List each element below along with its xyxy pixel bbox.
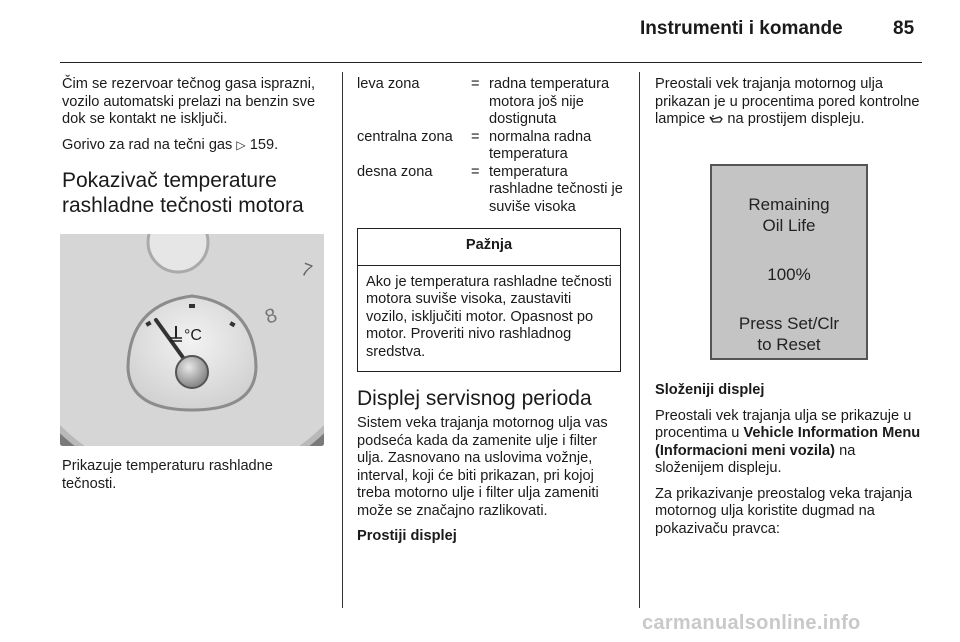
svg-text:7: 7 bbox=[298, 258, 315, 282]
oil-life-display bbox=[710, 164, 868, 360]
section-heading: Pokazivač temperature rashladne tečnosti motora bbox=[62, 169, 304, 217]
warning-text: Ako je temperatura rashladne tečnosti motora suviše visoka, zaustaviti vozilo, isključiti motor. Opasnost po motor. Proveriti nivo rashladnog sredstva. bbox=[366, 273, 612, 360]
header-divider bbox=[60, 62, 922, 63]
temperature-gauge-photo bbox=[60, 234, 324, 446]
zone-table bbox=[357, 76, 623, 216]
column-right bbox=[655, 76, 923, 137]
paragraph: Preostali vek trajanja ulja se prikazuje u procentima u Vehicle Information Menu (Informacioni meni vozila) na složenijem displeju. bbox=[655, 407, 921, 476]
zone-row bbox=[357, 76, 623, 129]
paragraph: Čim se rezervoar tečnog gasa isprazni, vozilo automatski prelazi na benzin sve dok se kontakt ne isključi. bbox=[62, 76, 316, 127]
oil-lamp-icon bbox=[709, 114, 723, 124]
subheading: Složeniji displej bbox=[655, 382, 765, 398]
photo-caption: Prikazuje temperaturu rashladne tečnosti. bbox=[62, 458, 273, 492]
page-title: Instrumenti i komande bbox=[640, 18, 843, 39]
subheading: Prostiji displej bbox=[357, 528, 457, 544]
column-divider bbox=[639, 72, 640, 608]
watermark: carmanualsonline.info bbox=[642, 612, 861, 634]
display-line: Remaining bbox=[748, 195, 830, 214]
zone-row bbox=[357, 164, 623, 217]
warning-title: Pažnja bbox=[358, 229, 620, 266]
zone-name: leva zona bbox=[357, 76, 420, 92]
zone-row bbox=[357, 129, 623, 164]
paragraph: Gorivo za rad na tečni gas ▷ 159. bbox=[62, 136, 279, 153]
zone-equals: = bbox=[471, 128, 480, 145]
zone-name: centralna zona bbox=[357, 128, 453, 145]
display-percent: 100% bbox=[767, 265, 811, 284]
column-left bbox=[62, 76, 330, 230]
column-middle bbox=[357, 76, 623, 554]
paragraph: Preostali vek trajanja motornog ulja prikazan je u procentima pored kontrolne lampice na prostijem displeju. bbox=[655, 76, 920, 127]
page-reference-icon: ▷ bbox=[236, 137, 246, 152]
column-divider bbox=[342, 72, 343, 608]
section-heading: Displej servisnog perioda bbox=[357, 387, 592, 410]
zone-description: normalna radna temperatura bbox=[489, 128, 592, 162]
page-reference-link[interactable]: 159. bbox=[249, 136, 279, 153]
zone-name: desna zona bbox=[357, 163, 433, 180]
column-right-lower bbox=[655, 382, 923, 546]
warning-note bbox=[357, 228, 621, 372]
display-line: Oil Life bbox=[762, 216, 816, 235]
paragraph: Sistem veka trajanja motornog ulja vas podseća kada da zamenite ulje i filter ulja. Zasnovano na uslovima vožnje, interval, koji će biti prikazan, pri kojoj treba motorno ulje i filter ulja zameniti može se značajno razlikovati. bbox=[357, 415, 608, 519]
zone-description: radna temperatura motora još nije dostignuta bbox=[489, 76, 610, 127]
display-line: Press Set/Clr bbox=[738, 314, 840, 333]
paragraph: Za prikazivanje preostalog veka trajanja motornog ulja koristite dugmad na pokazivaču pravca: bbox=[655, 485, 913, 537]
svg-text:8: 8 bbox=[262, 304, 281, 329]
display-line: to Reset bbox=[757, 335, 821, 354]
zone-equals: = bbox=[471, 163, 480, 180]
zone-description: temperatura rashladne tečnosti je suviše visoka bbox=[489, 163, 623, 215]
page-number: 85 bbox=[893, 18, 915, 39]
zone-equals: = bbox=[471, 76, 480, 92]
gauge-unit-label: °C bbox=[184, 327, 202, 344]
